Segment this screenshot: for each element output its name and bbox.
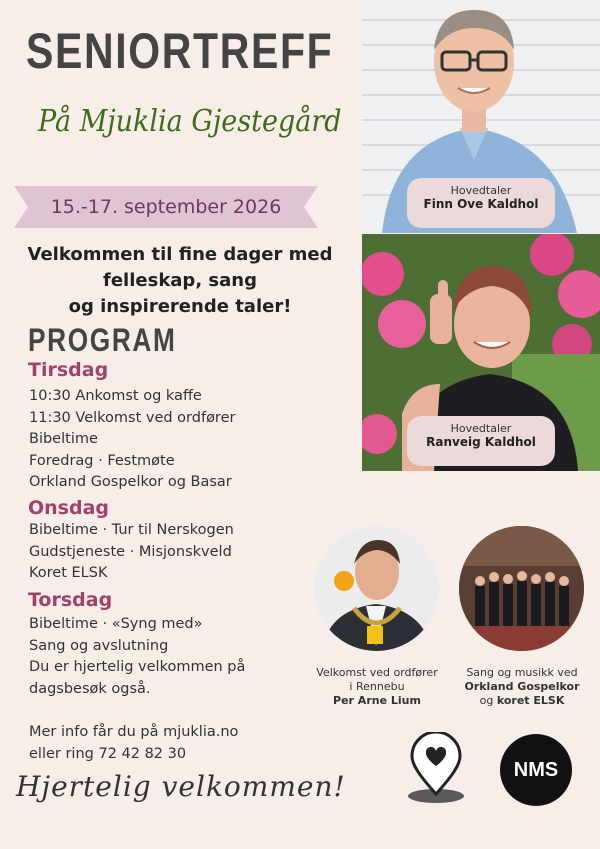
day-onsdag: Onsdag bbox=[28, 497, 110, 519]
info-website: Mer info får du på mjuklia.no bbox=[29, 724, 239, 740]
day-torsdag: Torsdag bbox=[28, 589, 113, 611]
welcome-text bbox=[4, 242, 356, 320]
list-item: 10:30 Ankomst og kaffe bbox=[29, 388, 202, 404]
speaker-name: Ranveig Kaldhol bbox=[426, 435, 536, 449]
choir-caption bbox=[449, 666, 595, 708]
list-item: Du er hjertelig velkommen på bbox=[29, 659, 246, 675]
mayor-photo bbox=[314, 526, 439, 651]
day-tirsdag: Tirsdag bbox=[28, 359, 109, 381]
list-item: dagsbesøk også. bbox=[29, 680, 151, 697]
info-phone: eller ring 72 42 82 30 bbox=[29, 745, 187, 762]
list-item: Sang og avslutning bbox=[29, 637, 169, 654]
list-item: 11:30 Velkomst ved ordfører bbox=[29, 409, 236, 426]
mayor-illustration bbox=[314, 526, 439, 651]
speaker-label-2 bbox=[407, 416, 555, 466]
list-item: Foredrag · Festmøte bbox=[29, 452, 175, 469]
nms-logo-text: NMS bbox=[513, 758, 559, 781]
program-heading: PROGRAM bbox=[28, 322, 177, 358]
list-item: Orkland Gospelkor og Basar bbox=[29, 474, 232, 490]
choir-photo bbox=[459, 526, 584, 651]
choir-name-2: koret ELSK bbox=[496, 694, 565, 707]
list-item: Bibeltime · «Syng med» bbox=[29, 616, 203, 632]
list-item: Bibeltime bbox=[29, 431, 98, 447]
choir-caption-line-2 bbox=[449, 694, 595, 708]
tirsdag-items bbox=[29, 386, 235, 494]
welcome-line-1: Velkommen til fine dager med bbox=[27, 244, 333, 265]
heart-location-icon bbox=[404, 732, 468, 806]
event-subtitle: På Mjuklia Gjestegård bbox=[38, 104, 342, 139]
list-item: Gudstjeneste · Misjonskveld bbox=[29, 543, 232, 560]
choir-caption-og: og bbox=[479, 694, 494, 707]
mayor-name: Per Arne Lium bbox=[333, 694, 421, 707]
torsdag-items bbox=[29, 614, 245, 700]
speaker-name: Finn Ove Kaldhol bbox=[423, 197, 539, 211]
event-title: SENIORTREFF bbox=[26, 23, 334, 79]
mayor-caption-line-2: i Rennebu bbox=[349, 680, 405, 693]
contact-info bbox=[29, 722, 238, 765]
closing-signature: Hjertelig velkommen! bbox=[16, 770, 346, 803]
onsdag-items bbox=[29, 520, 234, 585]
choir-caption-line-1: Sang og musikk ved bbox=[466, 666, 578, 679]
choir-name: Orkland Gospelkor bbox=[464, 680, 580, 693]
event-dates: 15.-17. september 2026 bbox=[50, 196, 282, 218]
speaker-label-1 bbox=[407, 178, 555, 228]
list-item: Koret ELSK bbox=[29, 565, 108, 581]
mayor-caption-line-1: Velkomst ved ordfører bbox=[316, 666, 438, 679]
speaker-role: Hovedtaler bbox=[450, 422, 512, 435]
nms-logo bbox=[500, 734, 572, 806]
list-item: Bibeltime · Tur til Nerskogen bbox=[29, 522, 234, 538]
speaker-role: Hovedtaler bbox=[450, 184, 512, 197]
welcome-line-3: og inspirerende taler! bbox=[68, 296, 292, 317]
choir-illustration bbox=[459, 526, 584, 651]
mayor-caption bbox=[304, 666, 450, 708]
welcome-line-2: felleskap, sang bbox=[103, 270, 257, 291]
